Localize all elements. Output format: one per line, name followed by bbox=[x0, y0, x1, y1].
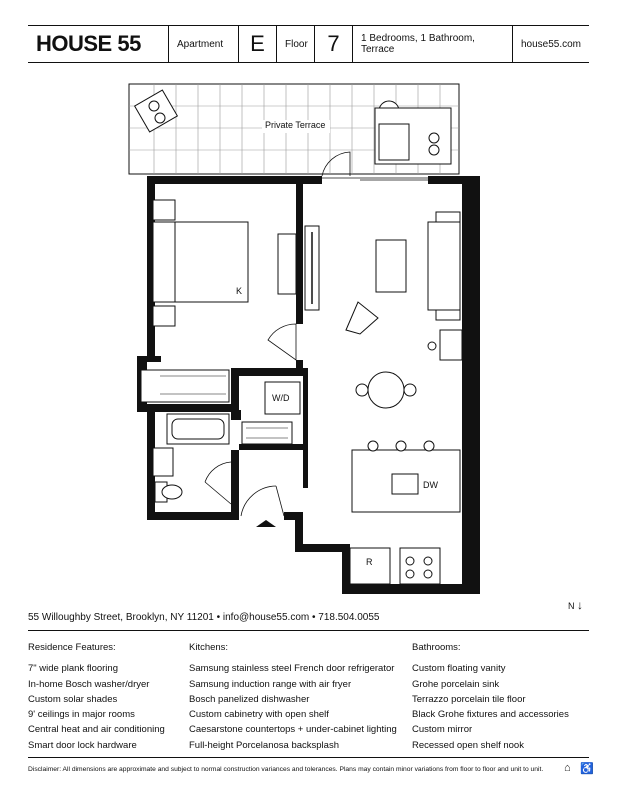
floor-value: 7 bbox=[314, 26, 352, 62]
living-room bbox=[346, 212, 462, 512]
terrace-label: Private Terrace bbox=[265, 120, 326, 130]
fridge-label: R bbox=[366, 557, 373, 567]
list-item: 7" wide plank flooring bbox=[28, 663, 118, 675]
list-item: Black Grohe fixtures and accessories bbox=[412, 709, 569, 721]
list-item: Grohe porcelain sink bbox=[412, 678, 500, 690]
dishwasher-label: DW bbox=[423, 480, 438, 490]
bed-label: K bbox=[236, 286, 243, 296]
divider-bottom bbox=[28, 757, 589, 758]
list-item: Bosch panelized dishwasher bbox=[189, 693, 310, 705]
list-item: Custom cabinetry with open shelf bbox=[189, 709, 329, 721]
kitchen-features bbox=[189, 640, 397, 753]
north-label: N bbox=[568, 601, 575, 611]
website-link[interactable]: house55.com bbox=[512, 26, 589, 62]
list-item: In-home Bosch washer/dryer bbox=[28, 678, 150, 690]
arrow-down-icon: ↓ bbox=[577, 598, 584, 612]
list-item: 9' ceilings in major rooms bbox=[28, 709, 135, 721]
residence-features bbox=[28, 640, 165, 753]
list-item: Terrazzo porcelain tile floor bbox=[412, 693, 526, 705]
list-item: Custom floating vanity bbox=[412, 663, 506, 675]
bathrooms-title: Bathrooms: bbox=[412, 642, 461, 653]
list-item: Samsung induction range with air fryer bbox=[189, 678, 352, 690]
north-arrow bbox=[568, 598, 583, 612]
list-item: Full-height Porcelanosa backsplash bbox=[189, 739, 339, 751]
equal-housing-icon: ⌂ bbox=[564, 762, 571, 774]
brand-logo: HOUSE 55 bbox=[36, 31, 141, 56]
list-item: Smart door lock hardware bbox=[28, 739, 137, 751]
divider-top bbox=[28, 630, 589, 631]
apartment-label: Apartment bbox=[168, 26, 238, 62]
list-item: Central heat and air conditioning bbox=[28, 724, 165, 736]
list-item: Custom solar shades bbox=[28, 693, 118, 705]
list-item: Caesarstone countertops + under-cabinet lighting bbox=[189, 724, 397, 736]
disclaimer: Disclaimer: All dimensions are approximate and subject to normal construction variances and tolerances. Plans may contain minor variations from floor to floor and unit to unit. bbox=[28, 766, 544, 773]
list-item: Recessed open shelf nook bbox=[412, 739, 524, 751]
unit-summary: 1 Bedrooms, 1 Bathroom, Terrace bbox=[352, 26, 512, 62]
residence-title: Residence Features: bbox=[28, 642, 116, 653]
apartment-value: E bbox=[238, 26, 276, 62]
bathroom-features bbox=[412, 640, 569, 753]
kitchens-title: Kitchens: bbox=[189, 642, 229, 653]
contact-line: 55 Willoughby Street, Brooklyn, NY 11201 • info@house55.com • 718.504.0055 bbox=[28, 612, 380, 623]
floor-label: Floor bbox=[276, 26, 314, 62]
list-item: Custom mirror bbox=[412, 724, 473, 736]
accessibility-icon: ♿ bbox=[580, 763, 594, 775]
bedroom bbox=[153, 200, 296, 326]
list-item: Samsung stainless steel French door refrigerator bbox=[189, 663, 395, 675]
washer-label: W/D bbox=[272, 393, 290, 403]
